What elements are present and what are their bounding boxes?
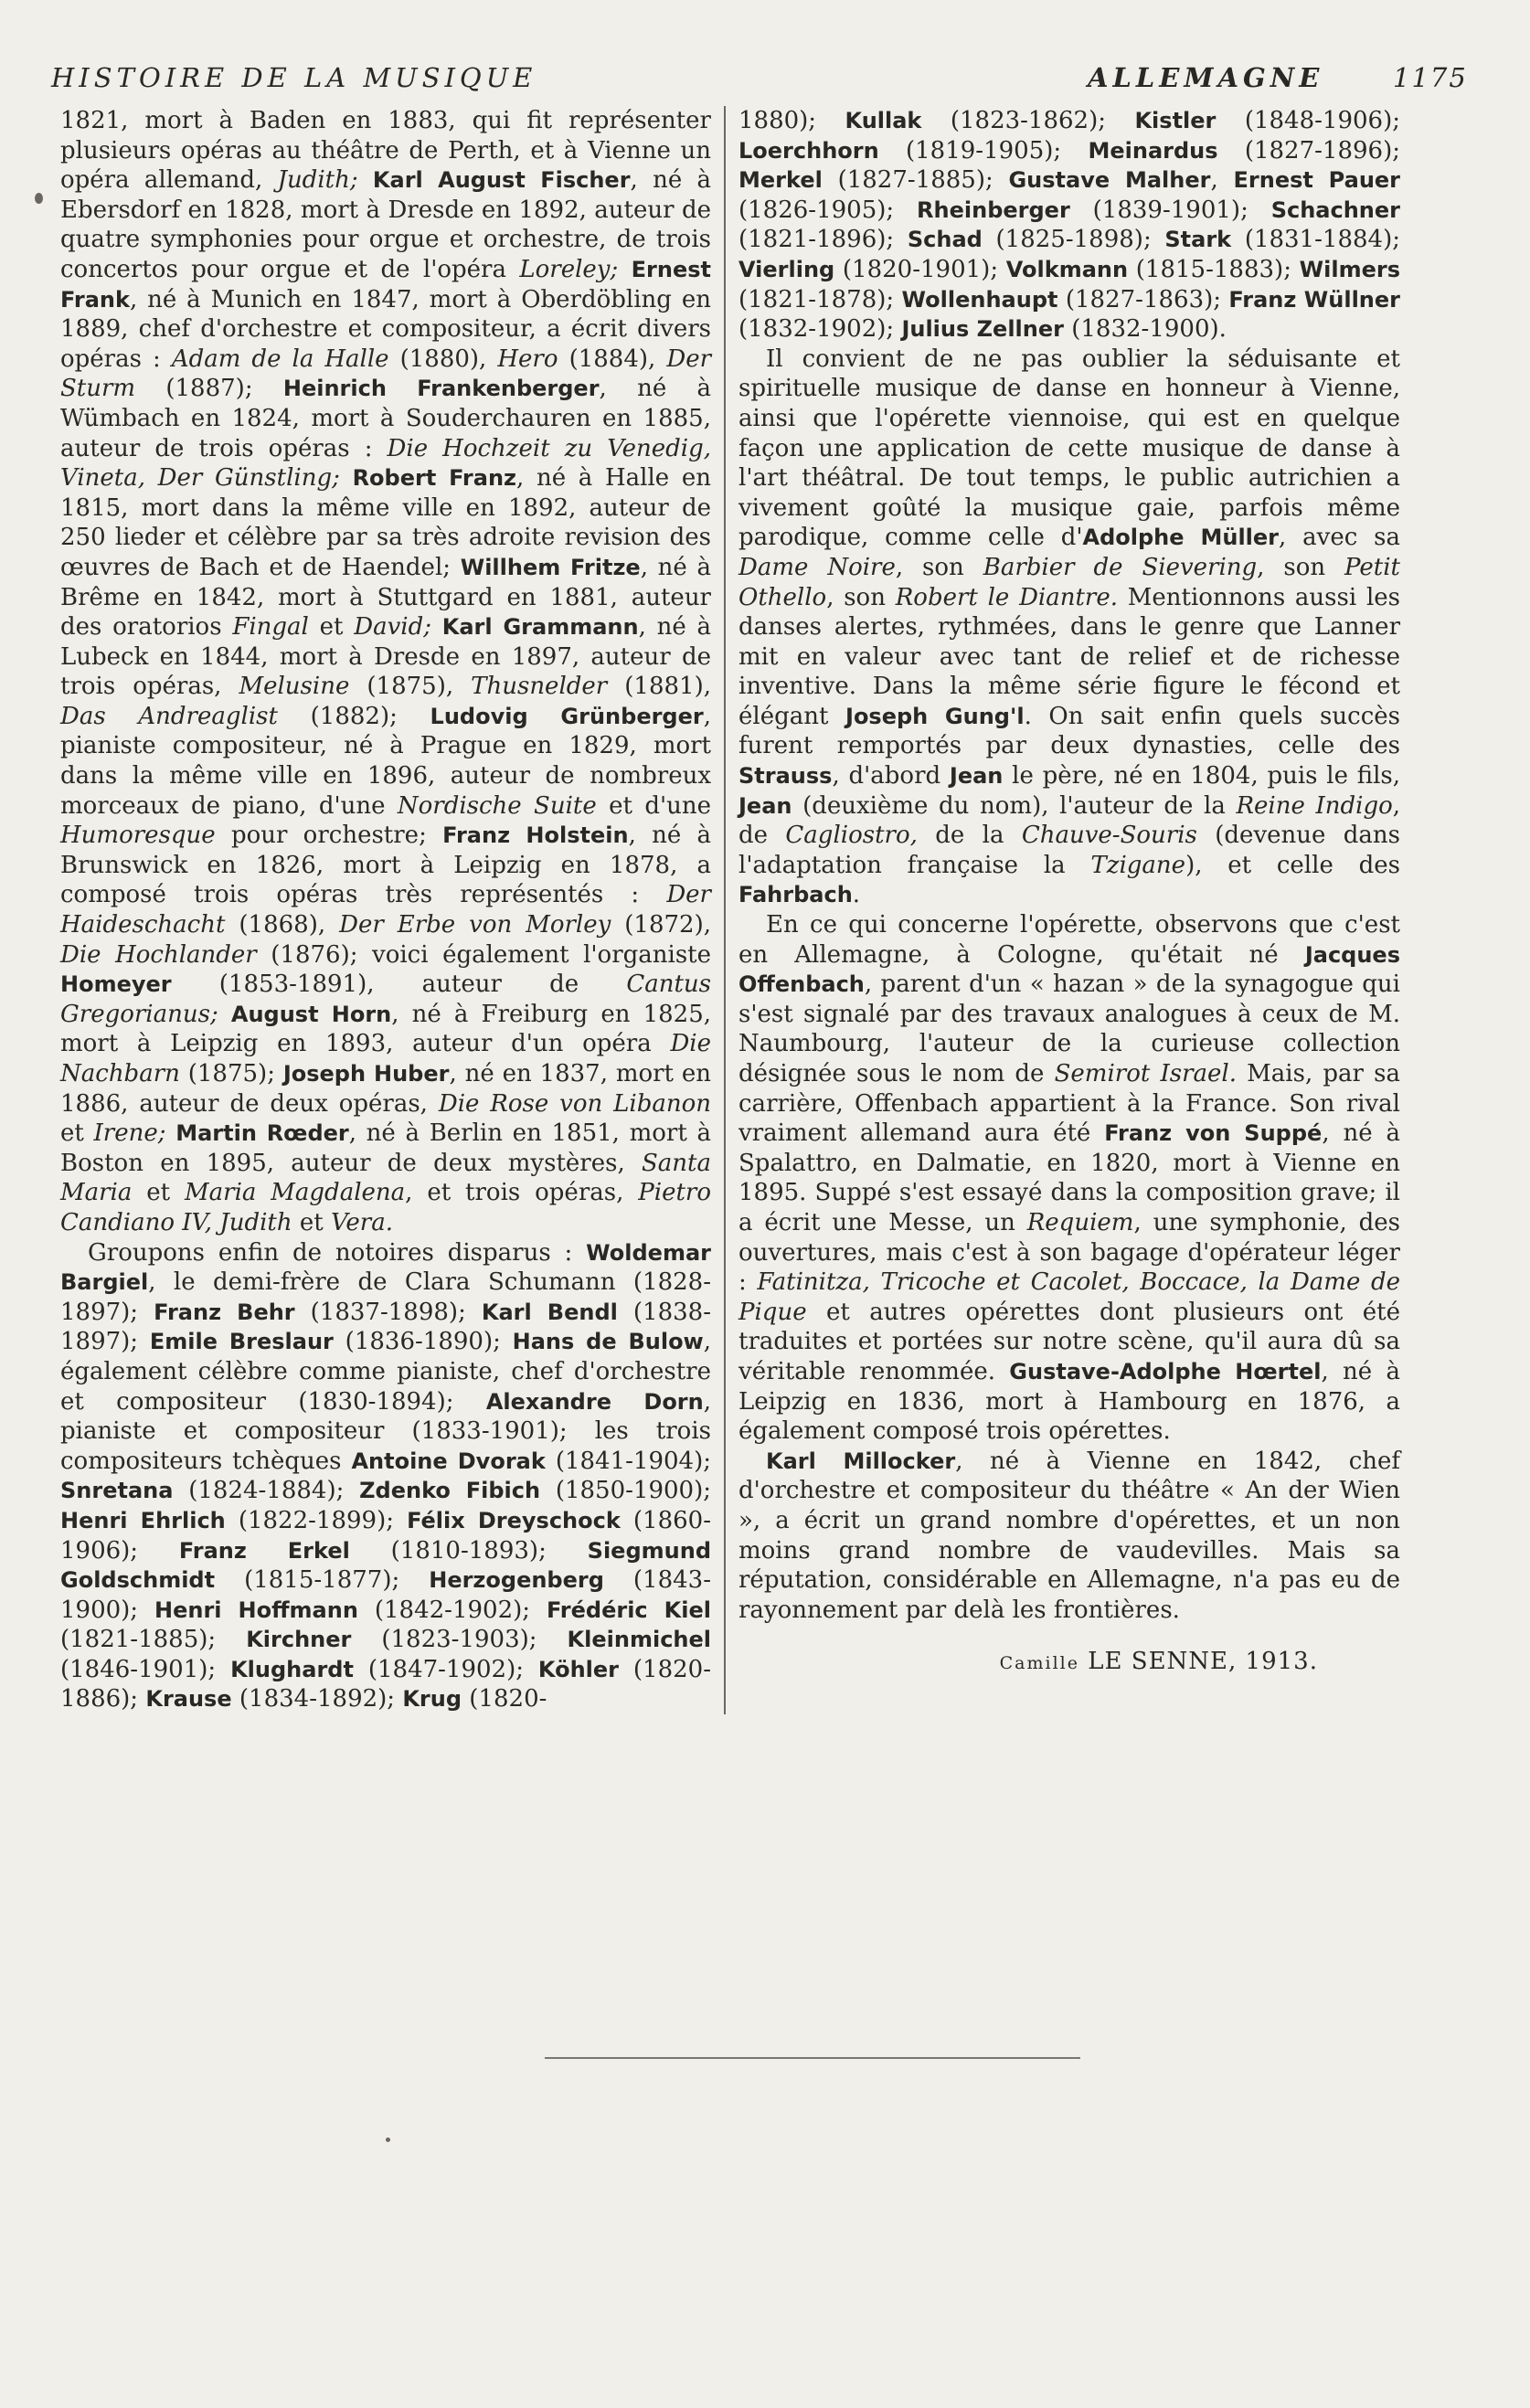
text-run: (1815-1883);	[1128, 255, 1300, 283]
work-title: Der Haideschacht	[60, 881, 711, 939]
person-name: Jacques Offenbach	[738, 941, 1400, 998]
text-run: En ce qui concerne l'opérette, observons que c'est en Allemagne, à Cologne, qu'était né	[738, 911, 1400, 969]
person-name: Joseph Huber	[282, 1061, 450, 1087]
person-name: Willhem Fritze	[460, 554, 641, 580]
text-run: et autres opérettes dont plusieurs ont été traduites et portées sur notre scène, qu'il aura dû sa véritable renommée.	[738, 1298, 1400, 1385]
text-run: , né à Halle en 1815, mort dans la même ville en 1892, auteur de 250 lieder et célèbre par sa très adroite revision des œuvres de Bach et de Haendel;	[60, 464, 712, 581]
person-name: Klughardt	[230, 1656, 354, 1682]
person-name: Krause	[145, 1686, 232, 1713]
text-run: , né à Lubeck en 1844, mort à Dresde en 1897, auteur de trois opéras,	[60, 613, 712, 701]
text-run: Groupons enfin de notoires disparus :	[88, 1238, 587, 1267]
work-title: Robert le Diantre.	[895, 583, 1119, 611]
text-run: Mentionnons aussi les danses alertes, rythmées, dans le genre que Lanner mit en valeur avec tant de relief et de richesse inventive. Dans la même série figure le fécond et élégant	[738, 583, 1400, 730]
work-title: Das Andreaglist	[60, 702, 278, 730]
work-title: Santa Maria	[60, 1149, 711, 1207]
text-run: , né à Ebersdorf en 1828, mort à Dresde en 1892, auteur de quatre symphonies pour orgue et orchestre, de trois concertos pour orgue et de l'opéra	[60, 166, 711, 283]
text-run: (1826-1905);	[738, 196, 918, 224]
person-name: Woldemar Bargiel	[60, 1239, 711, 1296]
text-run: et	[308, 613, 355, 642]
text-run: (1884),	[558, 345, 667, 373]
person-name: Félix Dreyschock	[407, 1507, 621, 1533]
person-name: Volkmann	[1005, 256, 1129, 282]
text-run: de la	[917, 822, 1022, 850]
person-name: Franz Erkel	[178, 1537, 350, 1564]
text-run: (1831-1884);	[1231, 226, 1400, 254]
work-title: Maria Magdalena	[185, 1179, 406, 1207]
person-name: August Horn	[230, 1001, 392, 1027]
text-run: ,	[1210, 166, 1234, 195]
text-run: le père, né en 1804, puis le fils,	[1003, 762, 1400, 790]
text-run: , parent d'un « hazan » de la synagogue qui s'est signalé par des travaux analogues à ceux de M. Naumbourg, l'auteur de la curieuse collection désignée sous le nom de	[738, 971, 1400, 1087]
work-title: Melusine	[239, 673, 350, 701]
text-run: . On sait enfin quels succès furent remportés par deux dynasties, celle des	[738, 702, 1400, 760]
person-name: Henri Ehrlich	[60, 1507, 226, 1533]
running-title: HISTOIRE DE LA MUSIQUE	[51, 62, 537, 93]
person-name: Ernest Pauer	[1233, 167, 1401, 194]
work-title: Vera.	[331, 1208, 393, 1236]
work-title: Hero	[497, 345, 558, 373]
text-run: , né à Brême en 1842, mort à Stuttgard en 1881, auteur des oratorios	[60, 553, 712, 642]
text-run: (devenue dans l'adaptation française la	[738, 822, 1400, 879]
text-run: ), et celle des	[1185, 851, 1400, 879]
text-run: (1842-1902);	[357, 1596, 547, 1624]
person-name: Emile Breslaur	[149, 1329, 334, 1355]
person-name: Karl Grammann	[441, 614, 639, 641]
work-title: Dame Noire	[738, 553, 896, 581]
text-run: (1820-	[462, 1685, 547, 1713]
person-name: Schachner	[1270, 196, 1401, 223]
author-signature	[738, 1647, 1400, 1679]
person-name: Köhler	[537, 1656, 619, 1682]
person-name: Karl August Fischer	[372, 167, 631, 194]
work-title: Petit Othello	[738, 553, 1400, 611]
work-title: Loreley;	[519, 255, 619, 283]
text-run	[431, 613, 442, 641]
person-name: Julius Zellner	[901, 316, 1064, 343]
person-name: Jean	[738, 792, 792, 819]
text-run: (1875),	[349, 673, 472, 701]
paragraph	[738, 106, 1400, 345]
text-run: , né à Munich en 1847, mort à Oberdöbling en 1889, chef d'orchestre et compositeur, a écrit divers opéras :	[60, 285, 711, 373]
text-run: , avec sa	[1279, 524, 1400, 552]
text-run: (1882);	[277, 702, 430, 730]
person-name: Joseph Gung'l	[845, 703, 1025, 729]
text-run: (1875);	[179, 1060, 283, 1087]
text-run: Il convient de ne pas oublier la séduisante et spirituelle musique de danse en honneur à Vienne, ainsi que l'opérette viennoise, qui est en quelque façon une application de cette musique de danse à l'art théâtral. De tout temps, le public autrichien a vivement goûté la musique gaie, parfois même parodique, comme celle d'	[738, 345, 1400, 552]
margin-mark	[35, 193, 43, 204]
text-run: (1843-1900);	[60, 1566, 711, 1624]
text-run: , né à Brunswick en 1826, mort à Leipzig en 1878, a composé trois opéras très représentés :	[60, 822, 711, 909]
person-name: Alexandre Dorn	[485, 1388, 704, 1415]
text-run: , et trois opéras,	[405, 1179, 639, 1207]
text-run: (1823-1903);	[351, 1626, 568, 1654]
text-run: , né à Leipzig en 1836, mort à Hambourg en 1876, a également composé trois opérettes.	[738, 1357, 1400, 1446]
text-run: (1839-1901);	[1069, 196, 1271, 224]
work-title: David;	[354, 613, 431, 642]
person-name: Wilmers	[1299, 256, 1400, 282]
text-run: (1832-1900).	[1063, 315, 1227, 344]
text-run: (deuxième du nom), l'auteur de la	[792, 791, 1237, 820]
person-name: Hans de Bulow	[512, 1329, 704, 1355]
text-run: et	[60, 1119, 94, 1148]
text-run: , son	[1257, 553, 1345, 581]
person-name: Krug	[402, 1686, 462, 1713]
text-run: (1810-1893);	[349, 1536, 588, 1565]
text-run: (1827-1896);	[1217, 136, 1400, 164]
paragraph	[738, 345, 1400, 910]
text-run: (1821-1885);	[60, 1626, 247, 1654]
text-run: , de	[738, 791, 1401, 850]
person-name: Martin Rœder	[175, 1120, 349, 1147]
text-run: , né à Wümbach en 1824, mort à Souderchauren en 1885, auteur de trois opéras :	[60, 375, 711, 462]
text-run: .	[852, 881, 861, 909]
person-name: Franz von Suppé	[1104, 1120, 1323, 1147]
person-name: Jean	[949, 763, 1004, 790]
work-title: Cagliostro,	[785, 822, 918, 850]
text-run: (1838-1897);	[60, 1298, 711, 1356]
text-run: et d'une	[596, 791, 711, 820]
text-run: , né à Spalattro, en Dalmatie, en 1820, mort à Vienne en 1895. Suppé s'est essayé dans la composition grave; il a écrit une Messe, un	[738, 1119, 1401, 1236]
text-run: (1881),	[607, 673, 711, 701]
work-title: Fatinitza, Tricoche et Cacolet, Boccace, la Dame de Pique	[738, 1268, 1400, 1326]
work-title: Requiem	[1026, 1208, 1134, 1236]
text-run: (1853-1891), auteur de	[171, 971, 627, 999]
person-name: Robert Franz	[352, 465, 517, 492]
text-run: (1836-1890);	[333, 1328, 513, 1356]
person-name: Schad	[907, 227, 983, 253]
text-run: , né à Freiburg en 1825, mort à Leipzig en 1893, auteur d'un opéra	[60, 1000, 712, 1058]
work-title: Humoresque	[60, 822, 216, 850]
text-run: et	[132, 1179, 186, 1207]
text-run: (1837-1898);	[294, 1298, 482, 1326]
person-name: Franz Behr	[154, 1299, 295, 1325]
text-run: (1841-1904);	[545, 1447, 711, 1475]
work-title: Cantus Gregorianus;	[60, 971, 711, 1028]
text-run: Mais, par sa carrière, Offenbach appartient à la France. Son rival vraiment allemand aura été	[738, 1060, 1400, 1148]
text-run	[340, 464, 353, 492]
text-run: , né en 1837, mort en 1886, auteur de deux opéras,	[60, 1060, 711, 1118]
work-title: Die Hochlander	[60, 940, 257, 969]
page-number: 1175	[1393, 62, 1468, 93]
person-name: Ludovig Grünberger	[430, 703, 704, 729]
text-run: (1822-1899);	[225, 1506, 408, 1534]
text-run: , né à Berlin en 1851, mort à Boston en 1895, auteur de deux mystères,	[60, 1119, 711, 1177]
person-name: Loerchhorn	[738, 137, 879, 164]
person-name: Karl Bendl	[481, 1299, 618, 1325]
person-name: Merkel	[738, 167, 823, 194]
text-run: (1823-1862);	[921, 107, 1135, 134]
text-run: (1827-1885);	[822, 166, 1009, 195]
person-name: Fahrbach	[738, 882, 853, 908]
text-run: et	[292, 1208, 331, 1236]
person-name: Henri Hoffmann	[154, 1596, 358, 1623]
text-run: (1876); voici également l'organiste	[256, 940, 711, 969]
person-name: Rheinberger	[917, 196, 1070, 223]
paragraph	[60, 106, 711, 1238]
person-name: Meinardus	[1088, 137, 1218, 164]
text-run	[218, 1001, 231, 1028]
person-name: Ernest Frank	[60, 256, 712, 313]
paragraph	[60, 1238, 711, 1715]
person-name: Kleinmichel	[567, 1627, 712, 1653]
person-name: Gustave Malher	[1008, 167, 1211, 194]
person-name: Gustave-Adolphe Hœrtel	[1009, 1358, 1322, 1384]
signature-last-name: LE SENNE	[1088, 1648, 1229, 1676]
text-run: 1880);	[738, 107, 845, 134]
work-title: Pietro Candiano IV, Judith	[60, 1179, 711, 1236]
text-run: (1832-1902);	[738, 315, 902, 344]
person-name: Stark	[1164, 227, 1232, 253]
text-run: , une symphonie, des ouvertures, mais c'est à son bagage d'opérateur léger :	[738, 1208, 1401, 1297]
work-title: Barbier de Sievering	[983, 553, 1258, 581]
text-run: , également célèbre comme pianiste, chef d'orchestre et compositeur (1830-1894);	[60, 1328, 711, 1416]
right-column	[738, 106, 1400, 1679]
footer-dot	[386, 2137, 390, 2142]
work-title: Der Sturm	[60, 345, 712, 403]
text-run: (1819-1905);	[878, 136, 1089, 164]
text-run: (1827-1863);	[1057, 285, 1229, 313]
text-run: (1847-1902);	[353, 1655, 538, 1683]
person-name: Franz Holstein	[442, 822, 629, 849]
text-run: pour orchestre;	[215, 822, 443, 850]
work-title: Die Rose von Libanon	[438, 1089, 712, 1118]
work-title: Thusnelder	[471, 673, 608, 701]
text-run: (1848-1906);	[1216, 107, 1400, 134]
work-title: Die Nachbarn	[60, 1030, 711, 1087]
work-title: Der Erbe von Morley	[339, 911, 611, 939]
text-run: (1887);	[135, 375, 283, 403]
text-run: (1880),	[388, 345, 498, 373]
person-name: Kullak	[845, 108, 922, 133]
text-run: , son	[826, 583, 896, 611]
text-run: (1846-1901);	[60, 1655, 231, 1683]
text-run: (1872),	[611, 911, 712, 939]
text-run: (1824-1884);	[173, 1477, 360, 1505]
footer-rule	[545, 2057, 1080, 2059]
work-title: Tzigane	[1090, 851, 1186, 879]
section-title: ALLEMAGNE	[1088, 62, 1324, 93]
signature-first-name: Camille	[999, 1653, 1079, 1674]
text-run	[166, 1119, 176, 1147]
work-title: Adam de la Halle	[171, 345, 389, 373]
work-title: Fingal	[232, 613, 309, 642]
person-name: Kirchner	[246, 1627, 352, 1653]
text-run: , pianiste et compositeur (1833-1901); les trois compositeurs tchèques	[60, 1387, 711, 1475]
paragraph	[738, 910, 1400, 1447]
person-name: Antoine Dvorak	[351, 1448, 546, 1474]
person-name: Zdenko Fibich	[359, 1478, 541, 1504]
signature-year: , 1913.	[1228, 1648, 1318, 1676]
text-run: 1821, mort à Baden en 1883, qui fit représenter plusieurs opéras au théâtre de Perth, et à Vienne un opéra allemand,	[60, 107, 711, 195]
work-title: Irene;	[93, 1119, 166, 1148]
text-run: (1821-1896);	[738, 226, 908, 254]
work-title: Die Hochzeit zu Venedig, Vineta, Der Günstling;	[60, 434, 712, 493]
work-title: Judith;	[277, 166, 358, 195]
person-name: Heinrich Frankenberger	[282, 376, 600, 402]
work-title: Chauve-Souris	[1021, 822, 1197, 850]
text-run: , pianiste compositeur, né à Prague en 1829, mort dans la même ville en 1896, auteur de nombreux morceaux de piano, d'une	[60, 702, 711, 820]
text-run: (1821-1878);	[738, 285, 902, 313]
text-run: (1850-1900);	[540, 1477, 711, 1505]
paragraph	[738, 1447, 1400, 1626]
work-title: Nordische Suite	[397, 791, 597, 820]
person-name: Homeyer	[60, 971, 172, 998]
text-run: , son	[895, 553, 983, 581]
text-run: , né à Vienne en 1842, chef d'orchestre et compositeur du théâtre « An der Wien », a écrit un grand nombre d'opérettes, et un non moins grand nombre de vaudevilles. Mais sa réputation, considérable en Allemagne, n'a pas eu de rayonnement par delà les frontières.	[738, 1447, 1401, 1624]
person-name: Kistler	[1134, 108, 1217, 133]
text-run: (1820-1901);	[834, 255, 1006, 283]
person-name: Franz Wüllner	[1228, 286, 1400, 313]
person-name: Frédéric Kiel	[546, 1596, 711, 1623]
text-run: , le demi-frère de Clara Schumann (1828-1897);	[60, 1268, 711, 1326]
text-run: (1868),	[225, 911, 340, 939]
text-run: (1815-1877);	[215, 1566, 430, 1595]
text-run: (1834-1892);	[231, 1685, 403, 1713]
text-run: (1860-1906);	[60, 1506, 711, 1565]
person-name: Strauss	[738, 763, 833, 790]
person-name: Wollenhaupt	[901, 286, 1058, 313]
left-column	[60, 106, 726, 1714]
work-title: Semirot Israel.	[1054, 1060, 1237, 1087]
text-run: (1825-1898);	[982, 226, 1165, 254]
person-name: Siegmund Goldschmidt	[60, 1537, 711, 1594]
person-name: Herzogenberg	[429, 1567, 604, 1594]
text-run: , d'abord	[832, 762, 950, 790]
person-name: Vierling	[738, 256, 835, 282]
text-run: (1820-1886);	[60, 1655, 711, 1713]
person-name: Karl Millocker	[766, 1448, 956, 1474]
person-name: Adolphe Müller	[1082, 525, 1280, 551]
text-run	[358, 166, 373, 194]
person-name: Snretana	[60, 1478, 174, 1504]
work-title: Reine Indigo	[1236, 791, 1393, 820]
text-run	[618, 256, 631, 283]
